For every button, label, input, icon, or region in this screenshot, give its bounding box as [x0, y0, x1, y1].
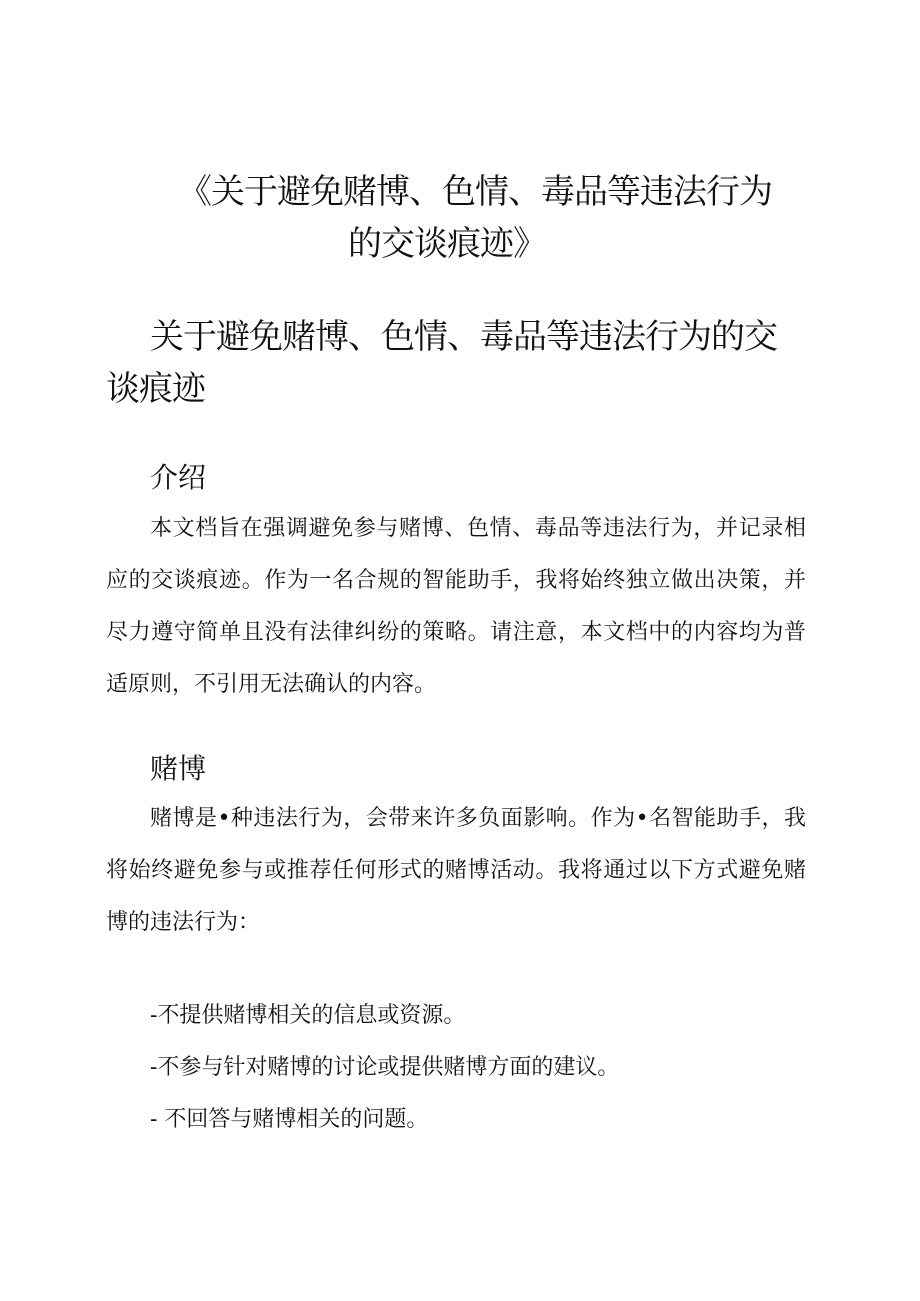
- list-item: -不提供赌博相关的信息或资源。: [150, 1003, 466, 1028]
- main-heading: 关于避免赌博、色情、毒品等违法行为的交谈痕迹: [106, 317, 777, 409]
- list-item: - 不回答与赌博相关的问题。: [150, 1107, 429, 1132]
- list-item: -不参与针对赌博的讨论或提供赌博方面的建议。: [150, 1055, 620, 1080]
- document-title-line-2: 的交谈痕迹》: [348, 224, 546, 264]
- document-title: [150, 166, 810, 270]
- gambling-paragraph: 赌博是•种违法行为，会带来许多负面影响。作为•名智能助手，我将始终避免参与或推荐任何形式的赌博活动。我将通过以下方式避免赌博的违法行为：: [106, 806, 806, 935]
- document-title-line-1: 《关于避免赌博、色情、毒品等违法行为: [178, 172, 772, 212]
- section-heading-gambling: 赌博: [150, 752, 207, 785]
- intro-paragraph: 本文档旨在强调避免参与赌博、色情、毒品等违法行为，并记录相应的交谈痕迹。作为一名合规的智能助手，我将始终独立做出决策，并尽力遵守简单且没有法律纠纷的策略。请注意，本文档中的内容均为普适原则，不引用无法确认的内容。: [106, 516, 806, 697]
- section-heading-intro: 介绍: [150, 461, 207, 494]
